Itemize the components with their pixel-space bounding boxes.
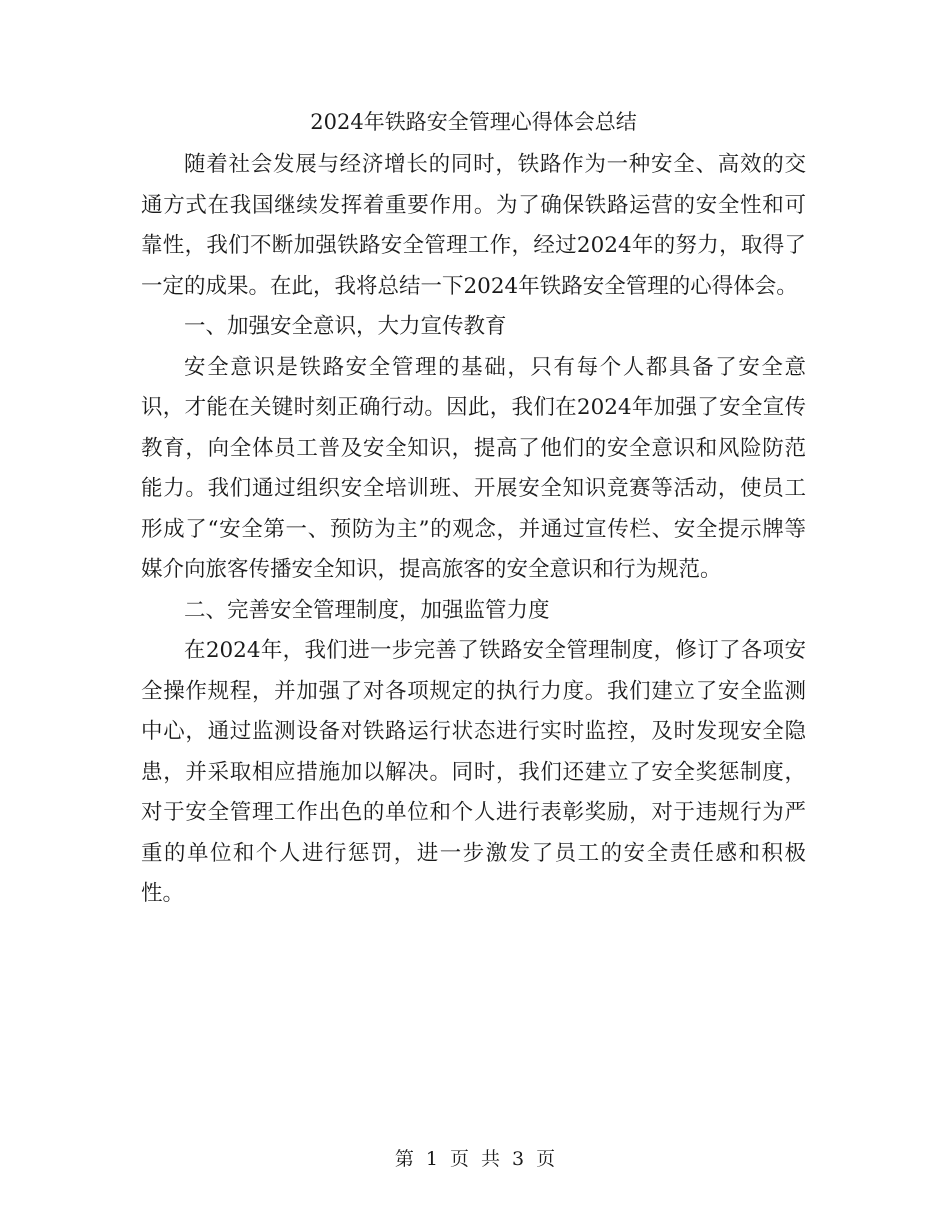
document-title: 2024年铁路安全管理心得体会总结 xyxy=(310,110,637,134)
section-2-paragraph: 在2024年，我们进一步完善了铁路安全管理制度，修订了各项安全操作规程，并加强了对各项规定的执行力度。我们建立了安全监测中心，通过监测设备对铁路运行状态进行实时监控，及时发现安全隐患，并采取相应措施加以解决。同时，我们还建立了安全奖惩制度，对于安全管理工作出色的单位和个人进行表彰奖励，对于违规行为严重的单位和个人进行惩罚，进一步激发了员工的安全责任感和积极性。 xyxy=(141,638,806,906)
section-heading-2: 二、完善安全管理制度，加强监管力度 xyxy=(184,597,550,623)
section-1-paragraph: 安全意识是铁路安全管理的基础，只有每个人都具备了安全意识，才能在关键时刻正确行动。因此，我们在2024年加强了安全宣传教育，向全体员工普及安全知识，提高了他们的安全意识和风险防范能力。我们通过组织安全培训班、开展安全知识竞赛等活动，使员工形成了“安全第一、预防为主”的观念，并通过宣传栏、安全提示牌等媒介向旅客传播安全知识，提高旅客的安全意识和行为规范。 xyxy=(141,354,806,582)
intro-paragraph: 随着社会发展与经济增长的同时，铁路作为一种安全、高效的交通方式在我国继续发挥着重要作用。为了确保铁路运营的安全性和可靠性，我们不断加强铁路安全管理工作，经过2024年的努力，取得了一定的成果。在此，我将总结一下2024年铁路安全管理的心得体会。 xyxy=(141,152,806,299)
section-heading-1: 一、加强安全意识，大力宣传教育 xyxy=(184,314,507,339)
page-number-footer: 第 1 页 共 3 页 xyxy=(394,1148,556,1170)
document-body xyxy=(141,104,806,915)
